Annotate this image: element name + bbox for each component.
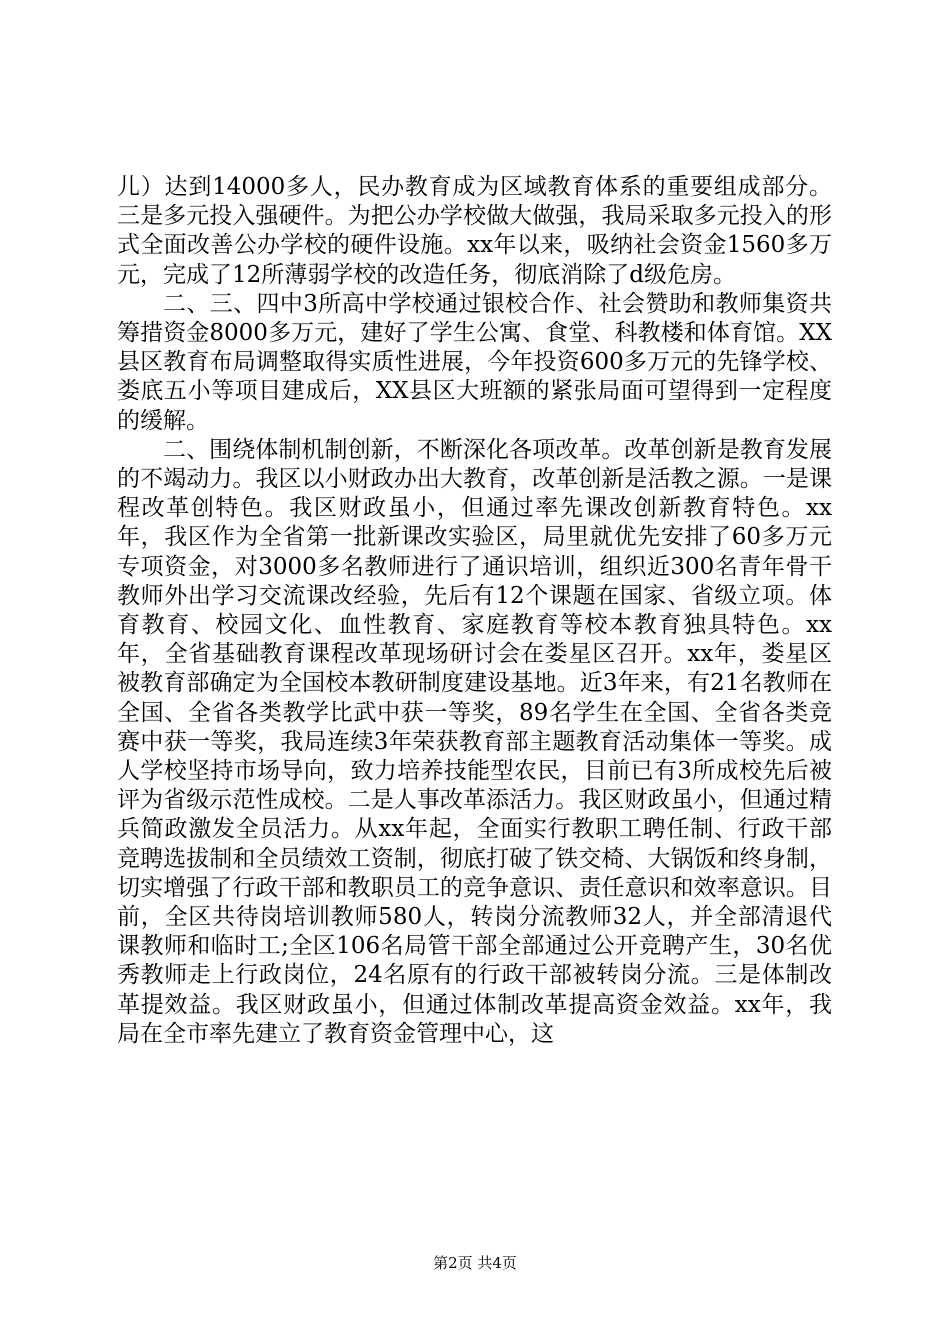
document-body: [117, 173, 832, 1049]
paragraph-3: 二、围绕体制机制创新，不断深化各项改革。改革创新是教育发展的不竭动力。我区以小财政办出大教育，改革创新是活教之源。一是课程改革创特色。我区财政虽小，但通过率先课改创新教育特色。xx年，我区作为全省第一批新课改实验区，局里就优先安排了60多万元专项资金，对3000多名教师进行了通识培训，组织近300名青年骨干教师外出学习交流课改经验，先后有12个课题在国家、省级立项。体育教育、校园文化、血性教育、家庭教育等校本教育独具特色。xx年，全省基础教育课程改革现场研讨会在娄星区召开。xx年，娄星区被教育部确定为全国校本教研制度建设基地。近3年来，有21名教师在全国、全省各类教学比武中获一等奖，89名学生在全国、全省各类竞赛中获一等奖，我局连续3年荣获教育部主题教育活动集体一等奖。成人学校坚持市场导向，致力培养技能型农民，目前已有3所成校先后被评为省级示范性成校。二是人事改革添活力。我区财政虽小，但通过精兵简政激发全员活力。从xx年起，全面实行教职工聘任制、行政干部竞聘选拔制和全员绩效工资制，彻底打破了铁交椅、大锅饭和终身制，切实增强了行政干部和教职员工的竞争意识、责任意识和效率意识。目前，全区共待岗培训教师580人，转岗分流教师32人，并全部清退代课教师和临时工;全区106名局管干部全部通过公开竞聘产生，30名优秀教师走上行政岗位，24名原有的行政干部被转岗分流。三是体制改革提效益。我区财政虽小，但通过体制改革提高资金效益。xx年，我局在全市率先建立了教育资金管理中心，这: [117, 436, 832, 1047]
paragraph-2: 二、三、四中3所高中学校通过银校合作、社会赞助和教师集资共筹措资金8000多万元，建好了学生公寓、食堂、科教楼和体育馆。XX县区教育布局调整取得实质性进展，今年投资600多万元的先锋学校、娄底五小等项目建成后，XX县区大班额的紧张局面可望得到一定程度的缓解。: [117, 290, 832, 434]
page-footer: 第2页 共4页: [433, 1254, 517, 1272]
paragraph-1: 儿）达到14000多人，民办教育成为区域教育体系的重要组成部分。三是多元投入强硬件。为把公办学校做大做强，我局采取多元投入的形式全面改善公办学校的硬件设施。xx年以来，吸纳社会资金1560多万元，完成了12所薄弱学校的改造任务，彻底消除了d级危房。: [117, 174, 832, 288]
